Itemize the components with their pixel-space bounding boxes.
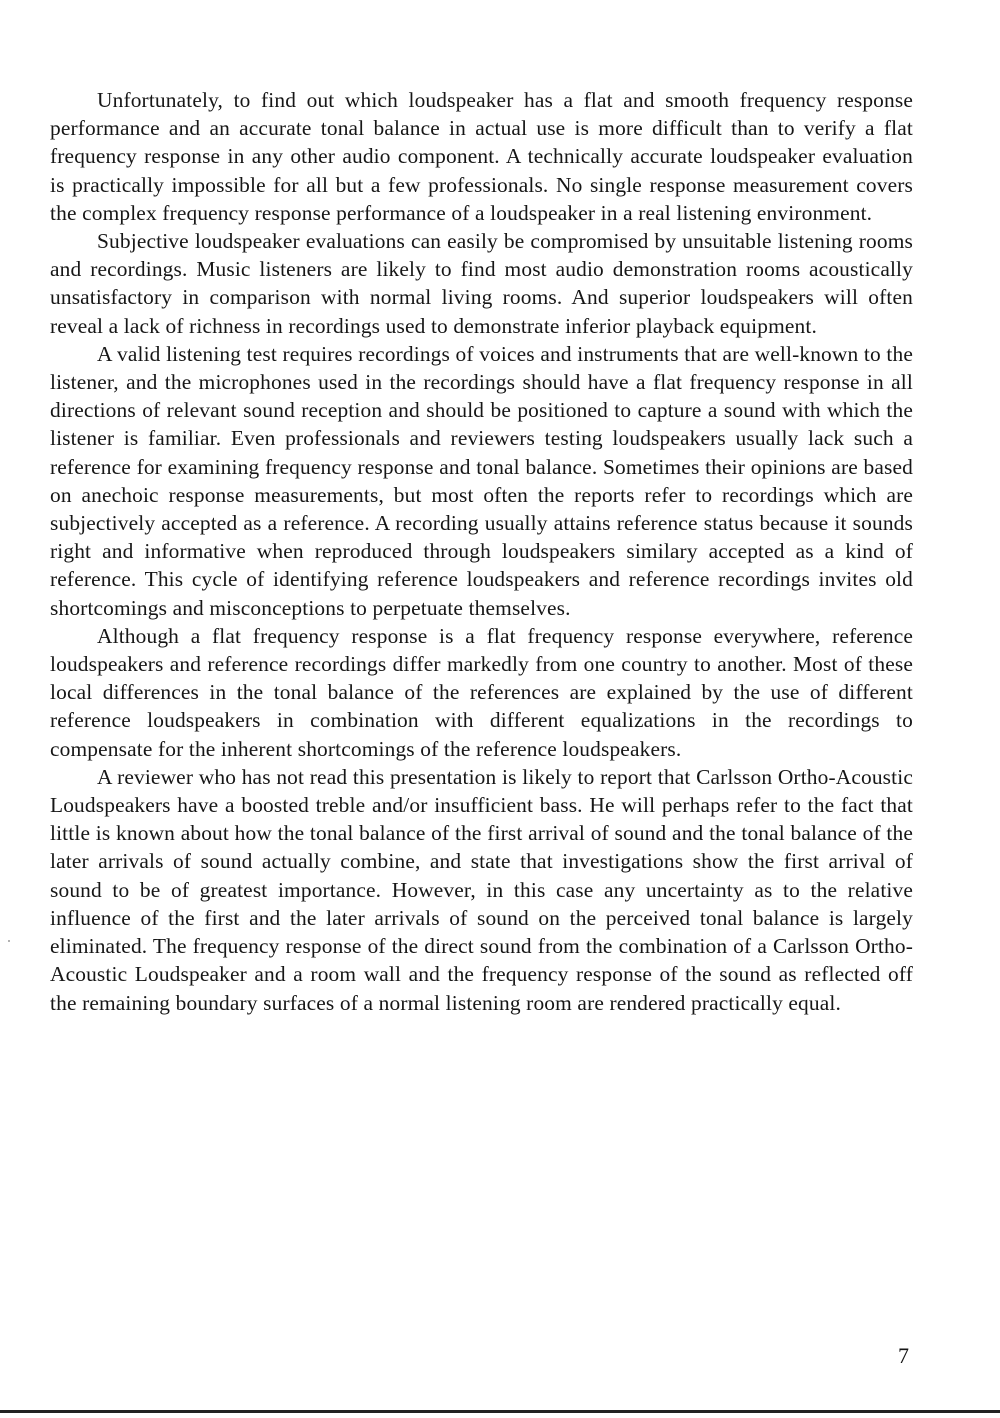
scan-speck — [8, 940, 10, 942]
paragraph-4: Although a flat frequency response is a flat frequency response everywhere, reference loudspeakers and reference recordings differ markedly from one country to another. Most of these local differences in the tonal balance of the references are explained by the use of different reference loudspeakers in combination with different equalizations in the recordings to compensate for the inherent shortcomings of the reference loudspeakers. — [50, 623, 913, 761]
body-text — [50, 86, 913, 1017]
scan-edge-rule — [0, 1410, 1000, 1413]
paragraph-3: A valid listening test requires recordings of voices and instruments that are well-known to the listener, and the microphones used in the recordings should have a flat frequency response in all directions of relevant sound reception and should be positioned to capture a sound with which the listener is familiar. Even professionals and reviewers testing loudspeakers usually lack such a reference for examining frequency response and tonal balance. Sometimes their opinions are based on anechoic response measurements, but most often the reports refer to recordings which are subjectively accepted as a reference. A recording usually attains reference status because it sounds right and informative when reproduced through loudspeakers similary accepted as a kind of reference. This cycle of identifying reference loudspeakers and reference recordings invites old shortcomings and misconceptions to perpetuate themselves. — [50, 341, 913, 620]
paragraph-5: A reviewer who has not read this presentation is likely to report that Carlsson Ortho-Acoustic Loudspeakers have a boosted treble and/or insufficient bass. He will perhaps refer to the fact that little is known about how the tonal balance of the first arrival of sound and the tonal balance of the later arrivals of sound actually combine, and state that investigations show the first arrival of sound to be of greatest importance. However, in this case any uncertainty as to the relative influence of the first and the later arrivals of sound on the perceived tonal balance is largely eliminated. The frequency response of the direct sound from the combination of a Carlsson Ortho-Acoustic Loudspeaker and a room wall and the frequency response of the sound as reflected off the remaining boundary surfaces of a normal listening room are rendered practically equal. — [50, 764, 913, 1015]
paragraph-2: Subjective loudspeaker evaluations can easily be compromised by unsuitable listening rooms and recordings. Music listeners are likely to find most audio demonstration rooms acoustically unsatisfactory in comparison with normal living rooms. And superior loudspeakers will often reveal a lack of richness in recordings used to demonstrate inferior playback equipment. — [50, 229, 913, 338]
paragraph-1: Unfortunately, to find out which loudspeaker has a flat and smooth frequency response performance and an accurate tonal balance in actual use is more difficult than to verify a flat frequency response in any other audio component. A technically accurate loudspeaker evaluation is practically impossible for all but a few professionals. No single response measurement covers the complex frequency response performance of a loudspeaker in a real listening environment. — [50, 88, 913, 225]
page-number: 7 — [898, 1343, 909, 1368]
